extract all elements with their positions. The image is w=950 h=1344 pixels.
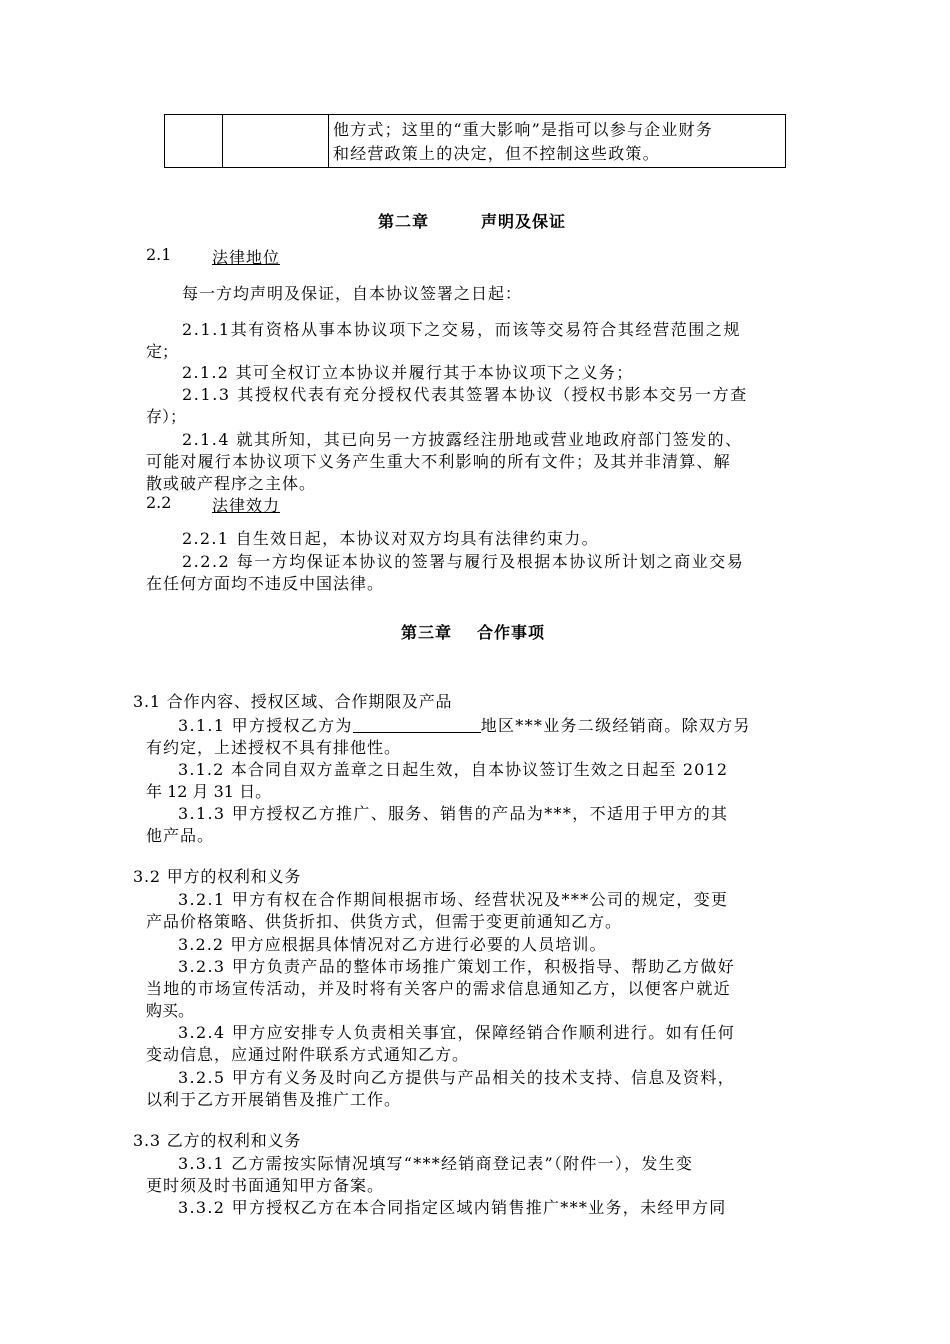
section-heading: 3.3 乙方的权利和义务 <box>133 1131 302 1150</box>
paragraph-line: 以利于乙方开展销售及推广工作。 <box>146 1090 402 1109</box>
paragraph-line: 3.3.1 乙方需按实际情况填写“***经销商登记表”（附件一），发生变 <box>178 1154 694 1173</box>
table-text-line: 他方式；这里的“重大影响”是指可以参与企业财务 <box>333 120 713 139</box>
paragraph-line: 2.2.1 自生效日起，本协议对双方均具有法律约束力。 <box>182 529 599 548</box>
section-heading: 3.2 甲方的权利和义务 <box>133 867 302 886</box>
paragraph-line: 每一方均声明及保证，自本协议签署之日起： <box>182 284 523 303</box>
section-number: 2.2 <box>146 493 172 512</box>
paragraph-line: 更时须及时书面通知甲方备案。 <box>146 1176 385 1195</box>
paragraph-line: 2.1.2 其可全权订立本协议并履行其于本协议项下之义务； <box>182 363 634 382</box>
section-title: 法律效力 <box>212 496 281 515</box>
table-cell-definition <box>329 115 785 167</box>
paragraph-line: 存）； <box>146 407 187 426</box>
fill-in-blank-region[interactable] <box>353 716 481 733</box>
paragraph-line: 在任何方面均不违反中国法律。 <box>146 574 385 593</box>
section-title: 法律地位 <box>212 248 281 267</box>
paragraph-line: 可能对履行本协议项下义务产生重大不利影响的所有文件；及其并非清算、解 <box>146 452 731 471</box>
table-cell-empty-1 <box>165 115 223 167</box>
paragraph-line: 3.1.3 甲方授权乙方推广、服务、销售的产品为***，不适用于甲方的其 <box>178 804 729 823</box>
paragraph-line: 2.1.4 就其所知，其已向另一方披露经注册地或营业地政府部门签发的、 <box>182 430 743 449</box>
chapter-2-title: 声明及保证 <box>481 212 567 231</box>
definition-table-fragment <box>164 114 786 168</box>
paragraph-line: 3.2.3 甲方负责产品的整体市场推广策划工作，积极指导、帮助乙方做好 <box>178 957 736 976</box>
section-heading: 3.1 合作内容、授权区域、合作期限及产品 <box>133 692 453 711</box>
paragraph-line: 3.1.2 本合同自双方盖章之日起生效，自本协议签订生效之日起至 2012 <box>178 760 729 779</box>
paragraph-line: 产品价格策略、供货折扣、供货方式，但需于变更前通知乙方。 <box>146 912 623 931</box>
chapter-3-title: 合作事项 <box>477 623 546 642</box>
paragraph-line: 3.2.1 甲方有权在合作期间根据市场、经营状况及***公司的规定，变更 <box>178 890 729 909</box>
paragraph-text: 3.1.1 甲方授权乙方为 <box>178 716 353 735</box>
section-number: 2.1 <box>146 245 172 264</box>
paragraph-line: 购买。 <box>146 1001 195 1020</box>
paragraph-line <box>178 713 751 736</box>
paragraph-line: 散或破产程序之主体。 <box>146 474 317 493</box>
table-cell-empty-2 <box>223 115 329 167</box>
table-text-line: 和经营政策上的决定，但不控制这些政策。 <box>333 144 660 163</box>
paragraph-line: 2.1.1其有资格从事本协议项下之交易，而该等交易符合其经营范围之规 <box>182 320 742 339</box>
paragraph-line: 2.1.3 其授权代表有充分授权代表其签署本协议（授权书影本交另一方查 <box>182 385 748 404</box>
paragraph-line: 2.2.2 每一方均保证本协议的签署与履行及根据本协议所计划之商业交易 <box>182 552 745 571</box>
paragraph-line: 3.2.5 甲方有义务及时向乙方提供与产品相关的技术支持、信息及资料， <box>178 1068 736 1087</box>
paragraph-line: 3.2.4 甲方应安排专人负责相关事宜，保障经销合作顺利进行。如有任何 <box>178 1023 736 1042</box>
paragraph-line: 当地的市场宣传活动，并及时将有关客户的需求信息通知乙方，以便客户就近 <box>146 979 731 998</box>
paragraph-line: 他产品。 <box>146 826 215 845</box>
paragraph-line: 有约定，上述授权不具有排他性。 <box>146 738 402 757</box>
paragraph-line: 变动信息，应通过附件联系方式通知乙方。 <box>146 1045 470 1064</box>
chapter-2-label: 第二章 <box>378 212 430 231</box>
paragraph-line: 定； <box>146 342 179 361</box>
paragraph-line: 3.2.2 甲方应根据具体情况对乙方进行必要的人员培训。 <box>178 935 607 954</box>
paragraph-line: 年 12 月 31 日。 <box>146 782 272 801</box>
chapter-3-label: 第三章 <box>401 623 453 642</box>
paragraph-text: 地区***业务二级经销商。除双方另 <box>480 716 751 735</box>
paragraph-line: 3.3.2 甲方授权乙方在本合同指定区域内销售推广***业务，未经甲方同 <box>178 1198 727 1217</box>
